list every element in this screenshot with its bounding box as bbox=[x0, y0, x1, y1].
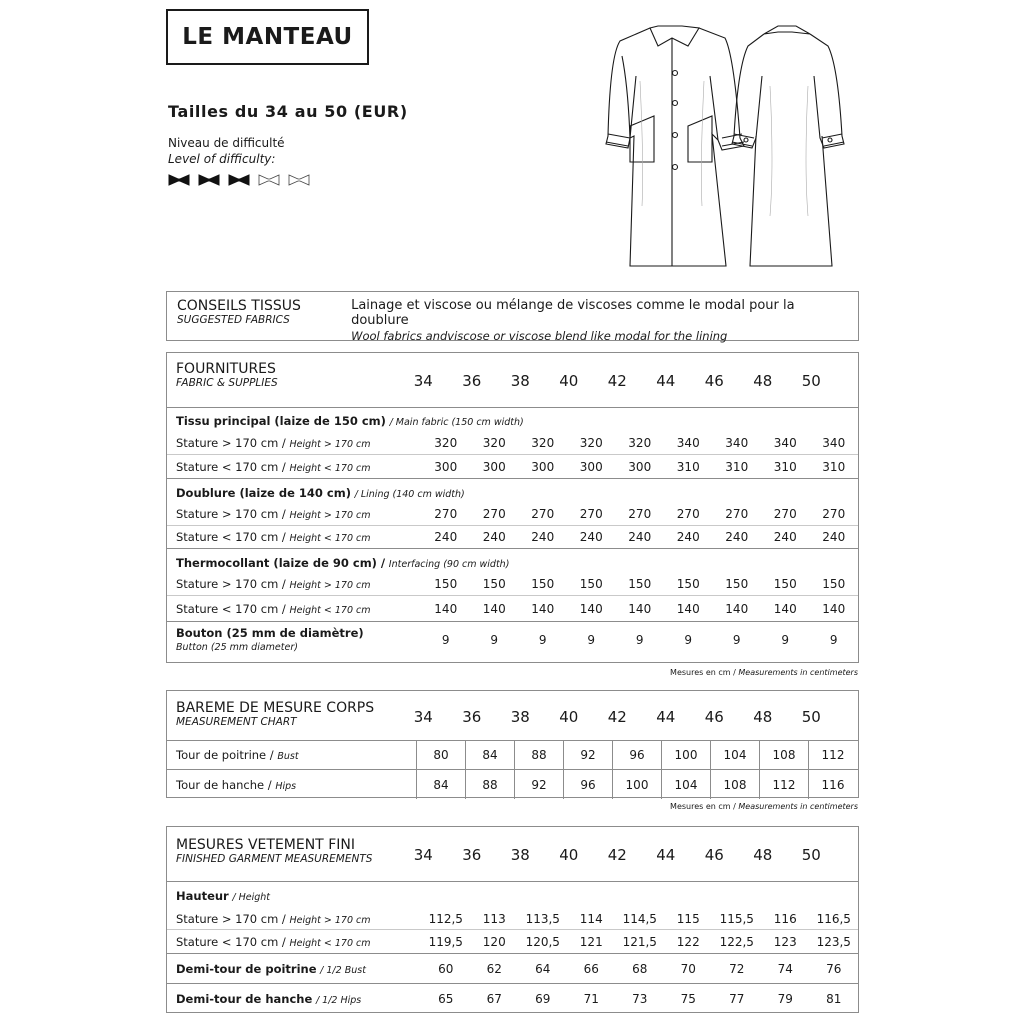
cell-text: 240 bbox=[482, 530, 506, 544]
cell-text: 140 bbox=[822, 601, 846, 616]
cell-text: 72 bbox=[729, 961, 745, 976]
cell-text: 240 bbox=[628, 530, 652, 544]
cell-text: 42 bbox=[607, 708, 627, 726]
cell-text: Hauteur bbox=[176, 889, 229, 903]
cell-text: 270 bbox=[725, 507, 749, 521]
table-row bbox=[167, 908, 858, 929]
cell-text: Height > 170 cm bbox=[289, 914, 371, 926]
cell-text: 240 bbox=[434, 530, 458, 544]
section-height bbox=[167, 882, 858, 908]
cell-text: 240 bbox=[725, 530, 749, 544]
cell-text: 240 bbox=[773, 530, 797, 544]
cell-text: Height < 170 cm bbox=[289, 533, 371, 544]
cell-text: / 1/2 Hips bbox=[315, 995, 362, 1006]
cell-text: 50 bbox=[801, 708, 821, 726]
size-header-row bbox=[399, 372, 836, 390]
table-row-half-hips bbox=[167, 984, 858, 1014]
difficulty-label-fr: Niveau de difficulté bbox=[168, 136, 285, 150]
bow-tie-outline-icon bbox=[288, 174, 310, 186]
table-row bbox=[167, 503, 858, 525]
cell-text: 150 bbox=[482, 577, 506, 591]
cell-text: 38 bbox=[510, 846, 530, 864]
cell-text: 104 bbox=[710, 741, 759, 769]
cell-text: 140 bbox=[531, 601, 555, 616]
cell-text: 48 bbox=[753, 846, 773, 864]
cell-text: 92 bbox=[563, 741, 612, 769]
cell-text: 92 bbox=[514, 770, 563, 799]
cell-text: 270 bbox=[822, 507, 846, 521]
cell-text: 116 bbox=[808, 770, 857, 799]
size-range: Tailles du 34 au 50 (EUR) bbox=[168, 102, 408, 121]
cell-text: 310 bbox=[822, 459, 846, 474]
difficulty-rating bbox=[168, 174, 310, 186]
cell-text: / Height bbox=[232, 892, 271, 903]
size-header: 42 bbox=[607, 372, 627, 390]
cell-text: 81 bbox=[826, 992, 842, 1006]
cell-text: 120 bbox=[482, 934, 506, 949]
cell-text: 340 bbox=[773, 436, 797, 450]
units-note bbox=[670, 668, 858, 677]
supplies-title-en: FABRIC & SUPPLIES bbox=[176, 377, 278, 389]
cell-text: 122,5 bbox=[719, 934, 754, 949]
cell-text: 270 bbox=[628, 507, 652, 521]
cell-text: 84 bbox=[416, 770, 465, 799]
cell-text: 73 bbox=[632, 992, 648, 1006]
cell-text: 115 bbox=[676, 911, 700, 926]
cell-text: 340 bbox=[725, 436, 749, 450]
cell-text: Tour de poitrine / bbox=[176, 748, 274, 762]
table-row-button bbox=[167, 622, 858, 658]
cell-text: 310 bbox=[773, 459, 797, 474]
cell-text: Stature > 170 cm / bbox=[176, 507, 286, 521]
size-header-row bbox=[399, 846, 836, 864]
cell-text: 68 bbox=[632, 961, 648, 976]
cell-text: 150 bbox=[822, 577, 846, 591]
table-row bbox=[167, 596, 858, 621]
cell-text: 71 bbox=[583, 992, 599, 1006]
cell-text: 122 bbox=[676, 934, 700, 949]
supplies-title-fr: FOURNITURES bbox=[176, 361, 276, 377]
cell-text: 140 bbox=[725, 601, 749, 616]
section-lining bbox=[167, 479, 858, 503]
cell-text: Tour de hanche / bbox=[176, 777, 272, 792]
cell-text: 140 bbox=[676, 601, 700, 616]
cell-text: 270 bbox=[434, 507, 458, 521]
cell-text: Height > 170 cm bbox=[289, 580, 371, 591]
size-header: 38 bbox=[510, 372, 530, 390]
table-row bbox=[167, 432, 858, 454]
cell-text: 100 bbox=[661, 741, 710, 769]
cell-text: 140 bbox=[628, 601, 652, 616]
cell-text: 46 bbox=[704, 846, 724, 864]
fabrics-text-en: Wool fabrics andviscose or viscose blend like modal for the lining bbox=[351, 329, 728, 343]
cell-text: 150 bbox=[434, 577, 458, 591]
cell-text: 270 bbox=[531, 507, 555, 521]
section-interfacing bbox=[167, 549, 858, 573]
cell-text: 114 bbox=[579, 911, 603, 926]
cell-text: Stature < 170 cm / bbox=[176, 530, 286, 544]
cell-text: Height > 170 cm bbox=[289, 439, 371, 450]
cell-text: 112,5 bbox=[428, 911, 463, 926]
cell-text: 65 bbox=[438, 992, 454, 1006]
cell-text: Stature > 170 cm / bbox=[176, 436, 286, 450]
bow-tie-outline-icon bbox=[258, 174, 280, 186]
cell-text: 270 bbox=[482, 507, 506, 521]
cell-text: Height < 170 cm bbox=[289, 937, 371, 949]
cell-text: 100 bbox=[612, 770, 661, 799]
size-header: 44 bbox=[656, 372, 676, 390]
coat-front-drawing bbox=[606, 26, 744, 266]
cell-text: 104 bbox=[661, 770, 710, 799]
cell-text: 113 bbox=[482, 911, 506, 926]
cell-text: 9 bbox=[490, 633, 499, 647]
body-title-en: MEASUREMENT CHART bbox=[176, 716, 297, 728]
cell-text: 9 bbox=[781, 633, 790, 647]
cell-text: 114,5 bbox=[622, 911, 657, 926]
cell-text: 42 bbox=[607, 846, 627, 864]
finished-title-fr: MESURES VETEMENT FINI bbox=[176, 837, 355, 853]
cell-text: Measurements in centimeters bbox=[738, 802, 858, 811]
cell-text: Stature < 170 cm / bbox=[176, 601, 286, 616]
table-row bbox=[167, 930, 858, 953]
cell-text: 9 bbox=[538, 633, 547, 647]
cell-text: 40 bbox=[559, 846, 579, 864]
size-header: 46 bbox=[704, 372, 724, 390]
cell-text: Stature < 170 cm / bbox=[176, 934, 286, 949]
cell-text: 119,5 bbox=[428, 934, 463, 949]
cell-text: 77 bbox=[729, 992, 745, 1006]
cell-text: Demi-tour de hanche bbox=[176, 992, 313, 1006]
coat-technical-drawing bbox=[600, 16, 860, 272]
cell-text: 310 bbox=[676, 459, 700, 474]
cell-text: Interfacing (90 cm width) bbox=[388, 559, 510, 570]
cell-text: Height > 170 cm bbox=[289, 510, 371, 521]
cell-text: 150 bbox=[773, 577, 797, 591]
cell-text: 300 bbox=[482, 459, 506, 474]
cell-text: 112 bbox=[759, 770, 808, 799]
supplies-table bbox=[166, 352, 859, 663]
cell-text: 140 bbox=[434, 601, 458, 616]
pattern-title: LE MANTEAU bbox=[182, 24, 353, 50]
cell-text: 76 bbox=[826, 961, 842, 976]
cell-text: Hips bbox=[275, 780, 297, 792]
cell-text: 240 bbox=[822, 530, 846, 544]
cell-text: 240 bbox=[676, 530, 700, 544]
cell-text: 340 bbox=[676, 436, 700, 450]
size-header-row bbox=[399, 708, 836, 726]
coat-back-drawing bbox=[732, 26, 844, 266]
cell-text: Mesures en cm / bbox=[670, 802, 736, 811]
cell-text: 50 bbox=[801, 846, 821, 864]
cell-text: 240 bbox=[579, 530, 603, 544]
cell-text: 140 bbox=[482, 601, 506, 616]
cell-text: Measurements in centimeters bbox=[738, 668, 858, 677]
cell-text: 240 bbox=[531, 530, 555, 544]
cell-text: 270 bbox=[579, 507, 603, 521]
cell-text: 88 bbox=[514, 741, 563, 769]
cell-text: 300 bbox=[579, 459, 603, 474]
cell-text: 34 bbox=[413, 708, 433, 726]
cell-text: 113,5 bbox=[525, 911, 560, 926]
cell-text: / 1/2 Bust bbox=[320, 964, 366, 976]
cell-text: 40 bbox=[559, 708, 579, 726]
cell-text: 300 bbox=[628, 459, 652, 474]
size-header: 34 bbox=[413, 372, 433, 390]
cell-text: Doublure (laize de 140 cm) bbox=[176, 486, 351, 500]
cell-text: 112 bbox=[808, 741, 857, 769]
cell-text: 121 bbox=[579, 934, 603, 949]
cell-text: 150 bbox=[725, 577, 749, 591]
cell-text: 310 bbox=[725, 459, 749, 474]
cell-text: 84 bbox=[465, 741, 514, 769]
cell-text: 140 bbox=[579, 601, 603, 616]
cell-text: 116,5 bbox=[816, 911, 851, 926]
cell-text: 9 bbox=[635, 633, 644, 647]
cell-text: 44 bbox=[656, 708, 676, 726]
cell-text: 150 bbox=[628, 577, 652, 591]
cell-text: 320 bbox=[434, 436, 458, 450]
table-row bbox=[167, 455, 858, 478]
cell-text: / Lining (140 cm width) bbox=[354, 489, 465, 500]
cell-text: 340 bbox=[822, 436, 846, 450]
cell-text: 69 bbox=[535, 992, 551, 1006]
cell-text: Demi-tour de poitrine bbox=[176, 961, 317, 976]
table-row bbox=[167, 573, 858, 595]
cell-text: Mesures en cm / bbox=[670, 668, 736, 677]
cell-text: 123,5 bbox=[816, 934, 851, 949]
cell-text: 88 bbox=[465, 770, 514, 799]
cell-text: 9 bbox=[732, 633, 741, 647]
table-row-bust bbox=[167, 741, 858, 769]
table-row-hips bbox=[167, 770, 858, 799]
fabrics-text-fr: Lainage et viscose ou mélange de viscoses comme le modal pour la doublure bbox=[351, 298, 795, 328]
cell-text: 320 bbox=[579, 436, 603, 450]
body-title-fr: BAREME DE MESURE CORPS bbox=[176, 700, 375, 716]
cell-text: 150 bbox=[579, 577, 603, 591]
cell-text: Bouton (25 mm de diamètre) bbox=[176, 625, 364, 640]
cell-text: Bust bbox=[277, 751, 299, 762]
cell-text: 64 bbox=[535, 961, 551, 976]
cell-text: 320 bbox=[482, 436, 506, 450]
cell-text: 70 bbox=[680, 961, 696, 976]
cell-text: 48 bbox=[753, 708, 773, 726]
cell-text: 123 bbox=[773, 934, 797, 949]
cell-text: 120,5 bbox=[525, 934, 560, 949]
cell-text: 115,5 bbox=[719, 911, 754, 926]
cell-text: Thermocollant (laize de 90 cm) / bbox=[176, 556, 386, 570]
table-row-half-bust bbox=[167, 954, 858, 983]
cell-text: 270 bbox=[773, 507, 797, 521]
cell-text: 38 bbox=[510, 708, 530, 726]
bow-tie-icon bbox=[168, 174, 190, 186]
cell-text: 108 bbox=[710, 770, 759, 799]
cell-text: 46 bbox=[704, 708, 724, 726]
size-header: 48 bbox=[753, 372, 773, 390]
cell-text: Height < 170 cm bbox=[289, 462, 371, 474]
size-header: 36 bbox=[462, 372, 482, 390]
cell-text: 79 bbox=[777, 992, 793, 1006]
cell-text: 150 bbox=[676, 577, 700, 591]
fabrics-title-fr: CONSEILS TISSUS bbox=[177, 298, 301, 314]
pattern-title-box bbox=[166, 9, 369, 65]
cell-text: 121,5 bbox=[622, 934, 657, 949]
cell-text: Stature < 170 cm / bbox=[176, 459, 286, 474]
cell-text: 75 bbox=[680, 992, 696, 1006]
cell-text: 96 bbox=[612, 741, 661, 769]
cell-text: 44 bbox=[656, 846, 676, 864]
body-measurement-table bbox=[166, 690, 859, 798]
finished-garment-table bbox=[166, 826, 859, 1013]
cell-text: Button (25 mm diameter) bbox=[176, 641, 298, 653]
difficulty-label-en: Level of difficulty: bbox=[168, 152, 276, 166]
cell-text: 34 bbox=[413, 846, 433, 864]
cell-text: 96 bbox=[563, 770, 612, 799]
cell-text: 150 bbox=[531, 577, 555, 591]
cell-text: 67 bbox=[486, 992, 502, 1006]
cell-text: 300 bbox=[531, 459, 555, 474]
cell-text: Stature > 170 cm / bbox=[176, 577, 286, 591]
cell-text: 140 bbox=[773, 601, 797, 616]
cell-text: 80 bbox=[416, 741, 465, 769]
cell-text: 300 bbox=[434, 459, 458, 474]
cell-text: Stature > 170 cm / bbox=[176, 911, 286, 926]
bow-tie-icon bbox=[198, 174, 220, 186]
cell-text: 270 bbox=[676, 507, 700, 521]
cell-text: 62 bbox=[486, 961, 502, 976]
size-header: 40 bbox=[559, 372, 579, 390]
cell-text: Tissu principal (laize de 150 cm) bbox=[176, 414, 386, 428]
units-note bbox=[670, 802, 858, 811]
cell-text: 60 bbox=[438, 961, 454, 976]
cell-text: 320 bbox=[628, 436, 652, 450]
suggested-fabrics-box bbox=[166, 291, 859, 341]
fabrics-title-en: SUGGESTED FABRICS bbox=[177, 314, 290, 326]
section-main-fabric bbox=[167, 408, 858, 432]
cell-text: 66 bbox=[583, 961, 599, 976]
table-row bbox=[167, 526, 858, 548]
cell-text: 9 bbox=[829, 633, 838, 647]
cell-text: 74 bbox=[777, 961, 793, 976]
cell-text: 36 bbox=[462, 708, 482, 726]
cell-text: Height < 170 cm bbox=[289, 604, 371, 616]
cell-text: / Main fabric (150 cm width) bbox=[389, 417, 524, 428]
cell-text: 36 bbox=[462, 846, 482, 864]
size-header: 50 bbox=[801, 372, 821, 390]
cell-text: 116 bbox=[773, 911, 797, 926]
cell-text: 108 bbox=[759, 741, 808, 769]
bow-tie-icon bbox=[228, 174, 250, 186]
cell-text: 320 bbox=[531, 436, 555, 450]
cell-text: 9 bbox=[587, 633, 596, 647]
cell-text: 9 bbox=[441, 633, 450, 647]
cell-text: 9 bbox=[684, 633, 693, 647]
finished-title-en: FINISHED GARMENT MEASUREMENTS bbox=[176, 853, 373, 865]
